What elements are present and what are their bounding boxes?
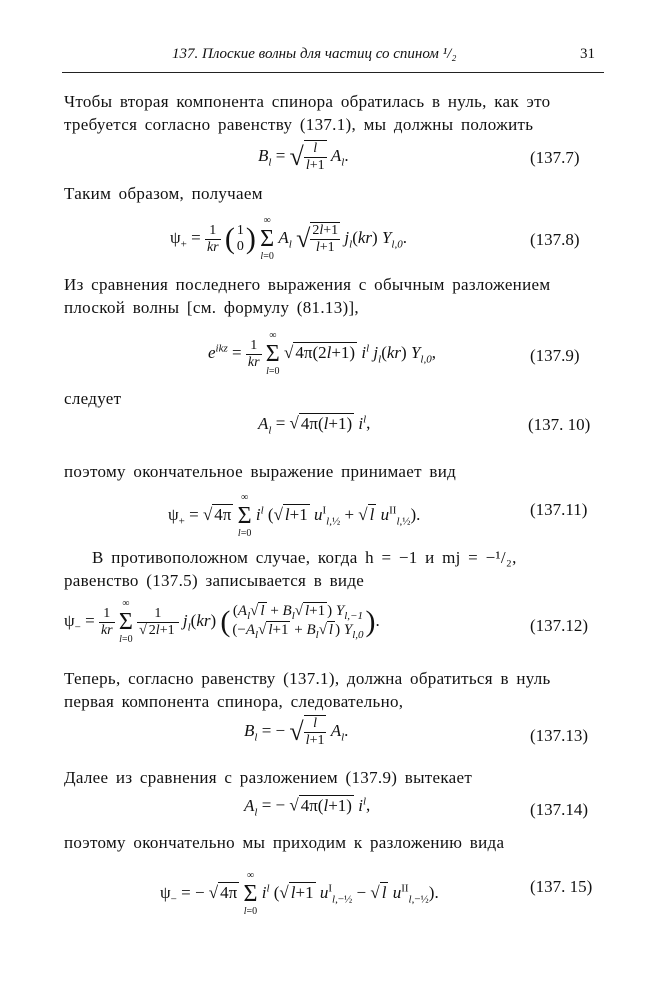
- paragraph-5: поэтому окончательное выражение принимает вид: [64, 462, 457, 481]
- formula-137-13: $B_l$ = − √ $\frac{l}{l+1}$ $A_l$.: [244, 716, 349, 748]
- paragraph-4: следует: [64, 389, 122, 408]
- paragraph-9: поэтому окончательно мы приходим к разложению вида: [64, 833, 505, 852]
- equation-number: (137. 10): [528, 415, 591, 434]
- formula-137-14: $A_l$ = − √ 4π(l+1) $i^l$,: [244, 795, 371, 819]
- formula-137-8: $\psi_+$ = $\frac{1}{kr}$ ( 1 0 ) ∞ Σ l=0 $A_l$ √ $\frac{2l+1}{l+1}$ $j_l(kr)$ $Y_{l,0}$.: [170, 215, 407, 262]
- formula-137-11: $\psi_+$ = √ 4π ∞ Σ l=0 $i^l$ (√ l+1 $u^I_{l,\frac{1}{2}}$ + √ l $u^{II}_{l,\frac{1}{2}}$).: [168, 492, 421, 539]
- paragraph-6: В противоположном случае, когда h = −1 и mj = −¹/₂, равенство (137.5) записывается в виде: [64, 548, 517, 590]
- equation-number: (137.9): [530, 346, 580, 365]
- paragraph-3: Из сравнения последнего выражения с обычным разложением плоской волны [см. формулу (81.13)],: [64, 275, 551, 317]
- equation-number: (137.8): [530, 230, 580, 249]
- formula-137-10: $A_l$ = √ 4π(l+1) $i^l$,: [258, 413, 371, 437]
- formula-137-15: $\psi_-$ = − √ 4π ∞ Σ l=0 $i^l$ (√ l+1 $u^I_{l,-\frac{1}{2}}$ − √ l $u^{II}_{l,-\frac{1}{2}}$).: [160, 870, 439, 917]
- equation-number: (137.7): [530, 148, 580, 167]
- paragraph-1: Чтобы вторая компонента спинора обратилась в нуль, как это требуется согласно равенству (137.1), мы должны положить: [64, 92, 551, 134]
- page-number: 31: [580, 46, 595, 62]
- equation-number: (137.14): [530, 800, 589, 819]
- formula-137-9: $e^{ikz}$ = $\frac{1}{kr}$ ∞ Σ l=0 √ 4π(2l+1) $i^l$ $j_l(kr)$ $Y_{l,0}$,: [208, 330, 436, 377]
- paragraph-8: Далее из сравнения с разложением (137.9) вытекает: [64, 768, 473, 787]
- equation-number: (137.13): [530, 726, 589, 745]
- paragraph-7: Теперь, согласно равенству (137.1), должна обратиться в нуль первая компонента спинора, следовательно,: [64, 669, 551, 711]
- formula-137-12: $\psi_-$ = $\frac{1}{kr}$ ∞ Σ l=0 $\frac{1}{√ 2l+1}$ $j_l(kr)$ ( ($A_l√$ $l + B_l√$ l+1 ) $Y_{l,-1}$ ($-A_l√$ $l+1 + B_l√$ l ) $Y_{l,0}$ ).: [64, 598, 380, 645]
- header-rule: [62, 72, 604, 73]
- equation-number: (137.12): [530, 616, 589, 635]
- running-title: 137. Плоские волны для частиц со спином ¹/₂: [172, 46, 457, 62]
- equation-number: (137. 15): [530, 877, 593, 896]
- equation-number: (137.11): [530, 500, 588, 519]
- paragraph-2: Таким образом, получаем: [64, 184, 263, 203]
- formula-137-7: $B_l$ = √ $\frac{l}{l+1}$ $A_l$.: [258, 141, 349, 173]
